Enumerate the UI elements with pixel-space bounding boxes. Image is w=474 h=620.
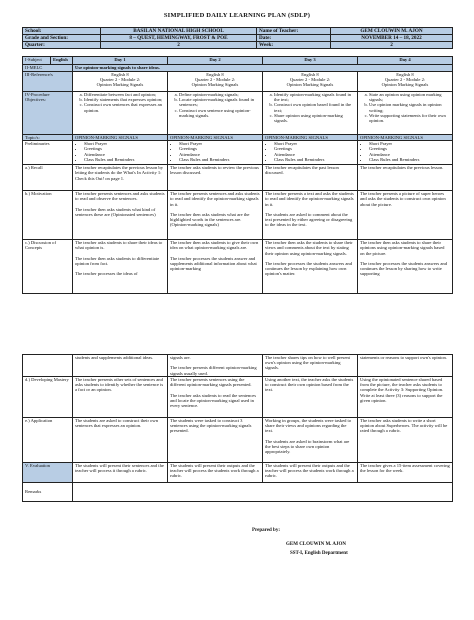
melc-value: Use opinion-marking signals to share ideas.	[73, 65, 453, 72]
remarks-label: Remarks	[23, 483, 73, 502]
recall-day-4: The teacher recapitulates the previous lesson.	[358, 165, 453, 191]
objective-item: b. Use opinion marking signals in opinion writing;	[369, 102, 450, 112]
mastery-day-1: The teacher presents other sets of sentences and asks students to identify whether the sentence is a fact or an opinion.	[73, 377, 168, 418]
prelim-item: • Attendance	[369, 152, 450, 157]
discussion-day-4: The teacher then asks students to share their opinions using opinion-marking signals based on the picture. The teacher processes the students answers and continues the lesson by sharing how to write supporting	[358, 240, 453, 294]
school-value: BASILAN NATIONAL HIGH SCHOOL	[101, 28, 257, 35]
subject-label: I-Subject	[23, 57, 51, 65]
preliminaries-day-4	[358, 141, 453, 165]
week-value: 2	[331, 42, 453, 49]
quarter-label: Quarter:	[23, 42, 101, 49]
prelim-item: • Attendance	[274, 152, 355, 157]
teacher-value: GEM CLOUWIN M. AJON	[331, 28, 453, 35]
day-1-header: Day 1	[73, 57, 168, 65]
prepared-by-label: Prepared by:	[252, 528, 281, 533]
prelim-item: • Greetings	[274, 146, 355, 151]
objective-item: b. Locate opinion-marking signals found in sentences;	[179, 97, 260, 107]
continued-day-4: statements or reasons to support own's opinion.	[358, 355, 453, 377]
objective-item: c. Share opinion using opinion-marking signals.	[274, 113, 355, 123]
objective-item: b. Construct own opinion based found in the text;	[274, 102, 355, 112]
signatory-position: SST-I, English Department	[290, 551, 348, 556]
application-day-1: The students are asked to construct their own sentences that expresses an opinion.	[73, 418, 168, 463]
application-day-2: The students were tasked to construct 3 sentences using the opinion-marking signals presented.	[168, 418, 263, 463]
objectives-day-2	[168, 92, 263, 135]
evaluation-day-3: The students will present their outputs and the teacher will process the students work through a rubric.	[263, 463, 358, 483]
day-2-header: Day 2	[168, 57, 263, 65]
prelim-item: • Short Prayer	[274, 141, 355, 146]
discussion-day-1: The teacher asks students to share their ideas to what opinion is. The teacher then asks students to differentiate opinion from fact. The teacher processes the ideas of	[73, 240, 168, 294]
reference-day-2: English 8 Quarter 2 - Module 2: Opinion Marking Signals	[168, 72, 263, 92]
continued-day-1: students and supplements additional ideas.	[73, 355, 168, 377]
objectives-label: Objectives:	[25, 97, 46, 103]
application-day-4: The teacher asks students to write a short opinion about Superheroes. The activity will be rated through a rubric.	[358, 418, 453, 463]
evaluation-day-4: The teacher gives a 15-item assessment covering the lesson for the week.	[358, 463, 453, 483]
prelim-item: • Class Rules and Reminders	[274, 157, 355, 162]
preliminaries-day-1	[73, 141, 168, 165]
grade-label: Grade and Section:	[23, 35, 101, 42]
topic-day-2: OPINION-MARKING SIGNALS	[168, 135, 263, 141]
objective-item: c. Write supporting statements for their own opinion.	[369, 113, 450, 123]
evaluation-day-2: The students will present their outputs and the teacher will process the students work through a rubric.	[168, 463, 263, 483]
prelim-item: • Greetings	[179, 146, 260, 151]
topic-label: Topic/s:	[23, 135, 73, 141]
continued-label-cell	[23, 355, 73, 377]
procedure-cell	[23, 92, 73, 135]
objective-item: a. Differentiate between fact and opinion;	[84, 92, 165, 97]
motivation-label: b.) Motivation	[23, 191, 73, 240]
discussion-label: c.) Discussion of Concepts	[23, 240, 73, 294]
mastery-day-4: Using the opinionated sentence shared based from the picture, the teacher asks students to complete the Activity 3: Supporting Opinion. Write at least three (3) reasons to support the given opinion.	[358, 377, 453, 418]
date-label: Date:	[257, 35, 331, 42]
motivation-day-2: The teacher presents sentences and asks students to read and identify the opinion-marking signals in it. The teacher then asks students what are the highlighted words in the sentences are. (Opinion-marking signals)	[168, 191, 263, 240]
continued-day-3: The teacher shares tips on how to well present own's opinion using the opinion-marking signals.	[263, 355, 358, 377]
day-4-header: Day 4	[358, 57, 453, 65]
continued-day-2: signals are. The teacher presents different opinion-marking signals usually used.	[168, 355, 263, 377]
remarks-value	[73, 483, 453, 502]
preliminaries-day-3	[263, 141, 358, 165]
evaluation-day-1: The students will present their sentences and the teacher will process it through a rubric.	[73, 463, 168, 483]
prelim-item: • Class Rules and Reminders	[84, 157, 165, 162]
subject-value: English	[51, 57, 73, 65]
objectives-day-4	[358, 92, 453, 135]
school-label: School:	[23, 28, 101, 35]
topic-day-1: OPINION-MARKING SIGNALS	[73, 135, 168, 141]
objective-item: b. Identify statements that expresses opinion;	[84, 97, 165, 102]
prelim-item: • Short Prayer	[179, 141, 260, 146]
objectives-day-1	[73, 92, 168, 135]
motivation-day-3: The teacher presents a text and asks the students to read and identify the opinion-marking signals in it. The students are asked to comment about the text presented by either agreeing or disagreeing to the ideas in the text.	[263, 191, 358, 240]
recall-day-2: The teacher asks students to review the previous lesson discussed.	[168, 165, 263, 191]
prelim-item: • Class Rules and Reminders	[369, 157, 450, 162]
day-3-header: Day 3	[263, 57, 358, 65]
objective-item: c. Construct own sentences that expresses an opinion.	[84, 102, 165, 112]
quarter-value: 2	[101, 42, 257, 49]
reference-day-4: English 8 Quarter 2 - Module 2: Opinion Marking Signals	[358, 72, 453, 92]
plan-table-continued	[22, 354, 453, 502]
motivation-day-1: The teacher presents sentences and asks students to read and observe the sentences. The teacher then asks students what kind of sentences these are (Opinionated sentences)	[73, 191, 168, 240]
mastery-day-2: The teacher presents sentences using the different opinion-marking signals presented. The teacher asks students to read the sentences and locate the opinion-marking signal used in every sentence.	[168, 377, 263, 418]
reference-day-1: English 8 Quarter 2 - Module 2: Opinion Marking Signals	[73, 72, 168, 92]
date-value: NOVEMBER 14 – 18, 2022	[331, 35, 453, 42]
application-label: e.) Application	[23, 418, 73, 463]
prelim-item: • Short Prayer	[84, 141, 165, 146]
signatory-name: GEM CLOUWIN M. AJON	[286, 542, 346, 547]
teacher-label: Name of Teacher:	[257, 28, 331, 35]
objective-item: c. Construct own sentence using opinion-marking signals.	[179, 108, 260, 118]
objective-item: a. Identify opinion-marking signals found in the text;	[274, 92, 355, 102]
topic-day-4: OPINION-MARKING SIGNALS	[358, 135, 453, 141]
discussion-day-2: The teacher then asks students to give their own idea on what opinion-marking signals are. The teacher processes the students answer and supplements additional information about what opinion-marking	[168, 240, 263, 294]
objective-item: a. State an opinion using opinion marking signals;	[369, 92, 450, 102]
recall-day-1: The teacher recapitulates the previous lesson by letting the students do the What's In Activity 1: Check this Out! on page 1.	[73, 165, 168, 191]
procedure-label: IV-Procedure	[25, 92, 50, 97]
prelim-item: • Short Prayer	[369, 141, 450, 146]
header-table	[22, 27, 453, 49]
week-label: Week:	[257, 42, 331, 49]
evaluation-label: V. Evaluation	[23, 463, 73, 483]
prelim-item: • Attendance	[84, 152, 165, 157]
topic-day-3: OPINION-MARKING SIGNALS	[263, 135, 358, 141]
page-title: SIMPLIFIED DAILY LEARNING PLAN (SDLP)	[163, 12, 311, 19]
grade-value: 8 – QUEST, HEMINGWAY, FROST & POE	[101, 35, 257, 42]
prelim-item: • Class Rules and Reminders	[179, 157, 260, 162]
motivation-day-4: The teacher presents a picture of super heroes and asks the students to construct own opinion about the picture.	[358, 191, 453, 240]
objectives-day-3	[263, 92, 358, 135]
mastery-day-3: Using another text, the teacher asks the students to construct their own opinion based from the text.	[263, 377, 358, 418]
melc-label: II-MELC	[23, 65, 73, 72]
reference-label: III-Reference/s	[23, 72, 73, 92]
preliminaries-day-2	[168, 141, 263, 165]
plan-table	[22, 56, 453, 294]
prelim-item: • Greetings	[84, 146, 165, 151]
objective-item: a. Define opinion-marking signals;	[179, 92, 260, 97]
discussion-day-3: The teacher then asks the students to share their views and comments about the text by stating their opinion using opinion-marking signals. The teacher processes the students answers and continues the lesson by explaining how own opinion's matter.	[263, 240, 358, 294]
recall-day-3: The teacher recapitulates the past lesson discussed.	[263, 165, 358, 191]
recall-label: a.) Recall	[23, 165, 73, 191]
mastery-label: d.) Developing Mastery	[23, 377, 73, 418]
application-day-3: Working in groups, the students were tasked to share their views and opinions regarding the text. The students are asked to brainstorm what are the best steps to share own opinion appropriately.	[263, 418, 358, 463]
prelim-item: • Greetings	[369, 146, 450, 151]
preliminaries-label: Preliminaries	[23, 141, 73, 165]
reference-day-3: English 8 Quarter 2 - Module 2: Opinion Marking Signals	[263, 72, 358, 92]
prelim-item: • Attendance	[179, 152, 260, 157]
